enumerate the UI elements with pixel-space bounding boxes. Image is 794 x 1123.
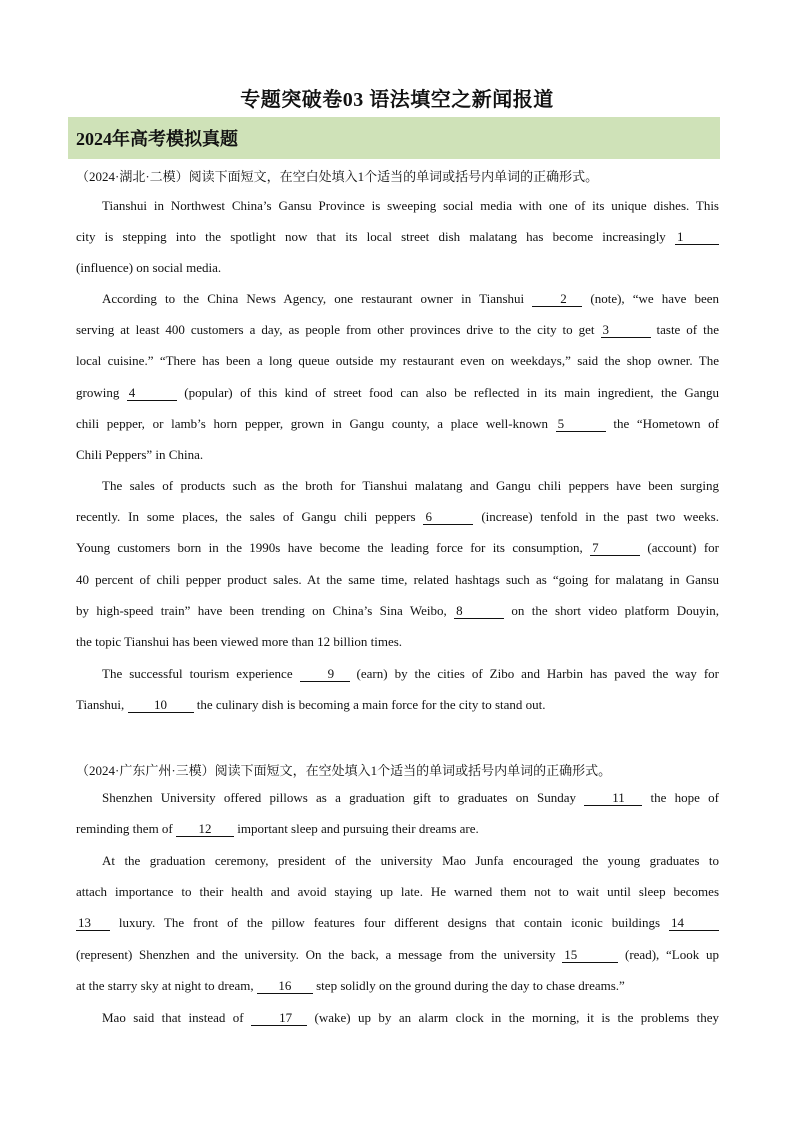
blank-7[interactable]: 7: [590, 541, 640, 556]
blank-3[interactable]: 3: [601, 323, 651, 338]
blank-14[interactable]: 14: [669, 916, 719, 931]
blank-17[interactable]: 17: [251, 1011, 307, 1026]
blank-10[interactable]: 10: [128, 698, 194, 713]
passage1-paragraph-1: Tianshui in Northwest China’s Gansu Province is sweeping social media with one of its unique dishes. This city is stepping into the spotlight now that its local street dish malatang has become increasingly 1 (influence) on social media.: [76, 198, 719, 276]
blank-9[interactable]: 9: [300, 667, 350, 682]
passage1-source: （2024·湖北·二模）阅读下面短文，在空白处填入1个适当的单词或括号内单词的正确形式。: [76, 169, 599, 184]
blank-13[interactable]: 13: [76, 916, 110, 931]
section-title: 2024年高考模拟真题: [76, 129, 238, 149]
blank-6[interactable]: 6: [423, 510, 473, 525]
passage1-paragraph-3: The sales of products such as the broth for Tianshui malatang and Gangu chili peppers have been surging recently. In some places, the sales of Gangu chili peppers 6 (increase) tenfold in the past two weeks. Young customers born in the 1990s have become the leading force for its consumption, 7 (account) for 40 percent of chili pepper product sales. At the same time, related hashtags such as “going for malatang in Gansu by high-speed train” have been trending on China’s Sina Weibo, 8 on the short video platform Douyin, the topic Tianshui has been viewed more than 12 billion times.: [76, 478, 719, 650]
blank-11[interactable]: 11: [584, 791, 642, 806]
blank-8[interactable]: 8: [454, 604, 504, 619]
blank-16[interactable]: 16: [257, 979, 313, 994]
passage2-paragraph-3: Mao said that instead of 17 (wake) up by an alarm clock in the morning, it is the problems they: [102, 1010, 719, 1025]
blank-1[interactable]: 1: [675, 230, 719, 245]
blank-15[interactable]: 15: [562, 948, 618, 963]
section-header: [68, 117, 720, 159]
blank-12[interactable]: 12: [176, 822, 234, 837]
passage2-source: （2024·广东广州·三模）阅读下面短文，在空处填入1个适当的单词或括号内单词的正确形式。: [76, 763, 612, 778]
passage2-paragraph-2: At the graduation ceremony, president of the university Mao Junfa encouraged the young graduates to attach importance to their health and avoid staying up late. He warned them not to wait until sleep becomes 13 luxury. The front of the pillow features four different designs that contain iconic buildings 14 (represent) Shenzhen and the university. On the back, a message from the university 15 (read), “Look up at the starry sky at night to dream, 16 step solidly on the ground during the day to chase dreams.”: [76, 853, 719, 993]
passage2-paragraph-1: Shenzhen University offered pillows as a graduation gift to graduates on Sunday 11 the hope of reminding them of 12 important sleep and pursuing their dreams are.: [76, 790, 719, 837]
passage1-paragraph-4: The successful tourism experience 9 (earn) by the cities of Zibo and Harbin has paved the way for Tianshui, 10 the culinary dish is becoming a main force for the city to stand out.: [76, 666, 719, 713]
blank-2[interactable]: 2: [532, 292, 582, 307]
blank-5[interactable]: 5: [556, 417, 606, 432]
page-title: 专题突破卷03 语法填空之新闻报道: [240, 89, 554, 111]
passage1-paragraph-2: According to the China News Agency, one restaurant owner in Tianshui 2 (note), “we have been serving at least 400 customers a day, as people from other provinces drive to the city to get 3 taste of the local cuisine.” “There has been a long queue outside my restaurant even on weekdays,” said the shop owner. The growing 4 (popular) of this kind of street food can also be reflected in its main ingredient, the Gangu chili pepper, or lamb’s horn pepper, grown in Gangu county, a place well-known 5 the “Hometown of Chili Peppers” in China.: [76, 291, 719, 463]
blank-4[interactable]: 4: [127, 386, 177, 401]
